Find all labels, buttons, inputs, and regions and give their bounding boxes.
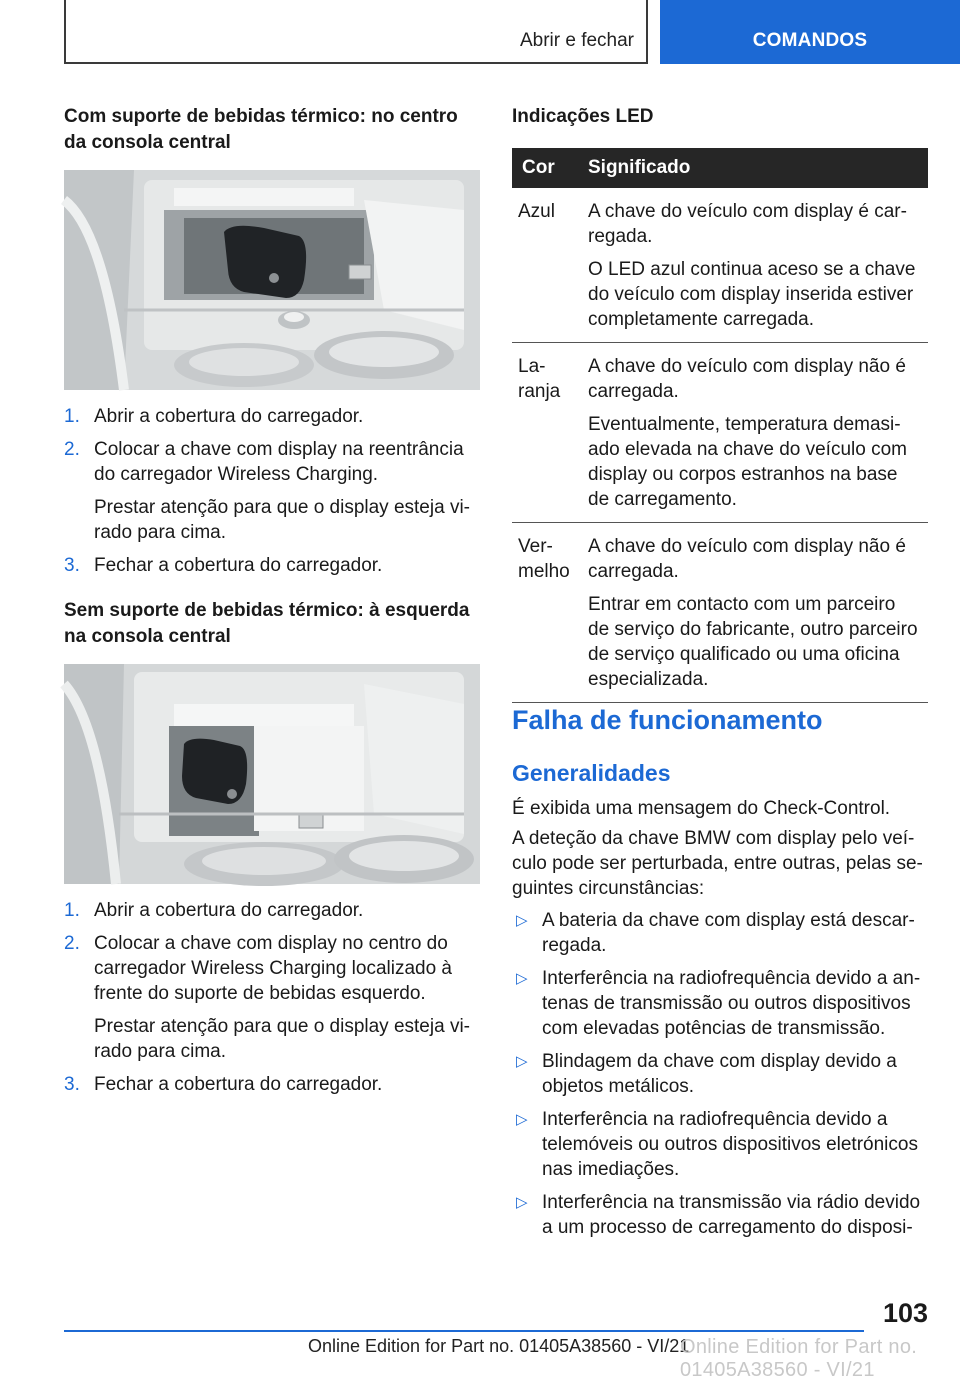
list-item — [512, 1107, 928, 1182]
triangle-bullet-icon: ▷ — [516, 1053, 528, 1070]
heading-with-cupholder: Com suporte de bebidas térmico: no centro da consola central — [64, 106, 458, 153]
led-table — [512, 148, 928, 703]
section-heading-malfunction: Falha de funcionamento — [512, 705, 823, 735]
figure-charger-center — [64, 170, 480, 390]
bullet-text: Interferência na radiofrequência devido a telemóveis ou outros dispositivos eletrónicos nas imediações. — [542, 1109, 918, 1180]
triangle-bullet-icon: ▷ — [516, 1194, 528, 1211]
step-text: Abrir a cobertura do carregador. — [94, 900, 364, 921]
steps-list-2 — [64, 898, 480, 1097]
list-item — [512, 1190, 928, 1240]
steps-list-1 — [64, 404, 480, 578]
bullet-text: Interferência na transmissão via rádio devido a um processo de carregamento do disposi- — [542, 1192, 921, 1238]
step-text: Fechar a cobertura do carregador. — [94, 555, 383, 576]
list-item — [64, 404, 480, 429]
header-section-tab — [660, 0, 960, 64]
bullet-text: Interferência na radiofrequência devido a antenas de transmissão ou outros dispositivos com elevadas potências de transmissão. — [542, 968, 921, 1039]
list-item — [64, 553, 480, 578]
list-item — [512, 908, 928, 958]
paragraph-detection: A deteção da chave BMW com display pelo veículo pode ser perturbada, entre outras, pelas seguintes circunstâncias: — [512, 828, 923, 899]
step-note: Prestar atenção para que o display esteja virado para cima. — [94, 1016, 470, 1062]
step-number: 1. — [64, 900, 80, 921]
led-color: Laranja — [512, 343, 578, 523]
page-number: 103 — [882, 1298, 928, 1328]
chapter-title: Abrir e fechar — [519, 30, 634, 51]
paragraph-check-control: É exibida uma mensagem do Check-Control. — [512, 798, 891, 819]
circumstances-list — [512, 900, 928, 1240]
step-number: 1. — [64, 406, 80, 427]
step-text: Abrir a cobertura do carregador. — [94, 406, 364, 427]
led-heading: Indicações LED — [512, 106, 654, 127]
led-color: Vermelho — [512, 523, 578, 703]
triangle-bullet-icon: ▷ — [516, 912, 528, 929]
meaning-line: O LED azul continua aceso se a chave do veículo com display inserida estiver completamente carregada. — [588, 259, 916, 330]
footer-rule — [64, 1330, 864, 1332]
table-row — [512, 188, 928, 343]
subsection-heading-general: Generalidades — [512, 760, 671, 786]
step-number: 2. — [64, 933, 80, 954]
step-text: Fechar a cobertura do carregador. — [94, 1074, 383, 1095]
list-item — [64, 931, 480, 1064]
step-number: 3. — [64, 555, 80, 576]
led-meaning — [578, 343, 928, 523]
meaning-line: A chave do veículo com display não é carregada. — [588, 356, 906, 402]
table-header-row — [512, 148, 928, 188]
column-header-color: Cor — [512, 148, 578, 188]
column-header-meaning: Significado — [578, 148, 928, 188]
led-meaning — [578, 188, 928, 343]
footer-watermark: Online Edition for Part no. 01405A38560 - VI/21 — [680, 1336, 918, 1381]
meaning-line: A chave do veículo com display é carregada. — [588, 201, 907, 247]
triangle-bullet-icon: ▷ — [516, 1111, 528, 1128]
bullet-text: A bateria da chave com display está descarregada. — [542, 910, 915, 956]
list-item — [64, 1072, 480, 1097]
led-meaning — [578, 523, 928, 703]
footer-edition: Online Edition for Part no. 01405A38560 - VI/21 — [308, 1336, 690, 1356]
figure-charger-left — [64, 664, 480, 884]
list-item — [512, 966, 928, 1041]
step-number: 3. — [64, 1074, 80, 1095]
heading-without-cupholder: Sem suporte de bebidas térmico: à esquerda na consola central — [64, 600, 470, 647]
section-title: COMANDOS — [752, 30, 868, 51]
list-item — [512, 1049, 928, 1099]
header-chapter-tab — [64, 0, 648, 64]
bullet-text: Blindagem da chave com display devido a objetos metálicos. — [542, 1051, 897, 1097]
list-item — [64, 437, 480, 545]
led-color: Azul — [512, 188, 578, 343]
meaning-line: A chave do veículo com display não é carregada. — [588, 536, 906, 582]
step-note: Prestar atenção para que o display esteja virado para cima. — [94, 497, 470, 543]
list-item — [64, 898, 480, 923]
step-text: Colocar a chave com display no centro do carregador Wireless Charging localizado à frente do suporte de bebidas esquerdo. — [94, 933, 453, 1004]
meaning-line: Eventualmente, temperatura demasiado elevada na chave do veículo com display ou corpos estranhos na base de carregamento. — [588, 414, 907, 510]
table-row — [512, 523, 928, 703]
step-text: Colocar a chave com display na reentrância do carregador Wireless Charging. — [94, 439, 464, 485]
triangle-bullet-icon: ▷ — [516, 970, 528, 987]
meaning-line: Entrar em contacto com um parceiro de serviço do fabricante, outro parceiro de serviço qualificado ou uma oficina especializada. — [588, 594, 918, 690]
table-row — [512, 343, 928, 523]
step-number: 2. — [64, 439, 80, 460]
